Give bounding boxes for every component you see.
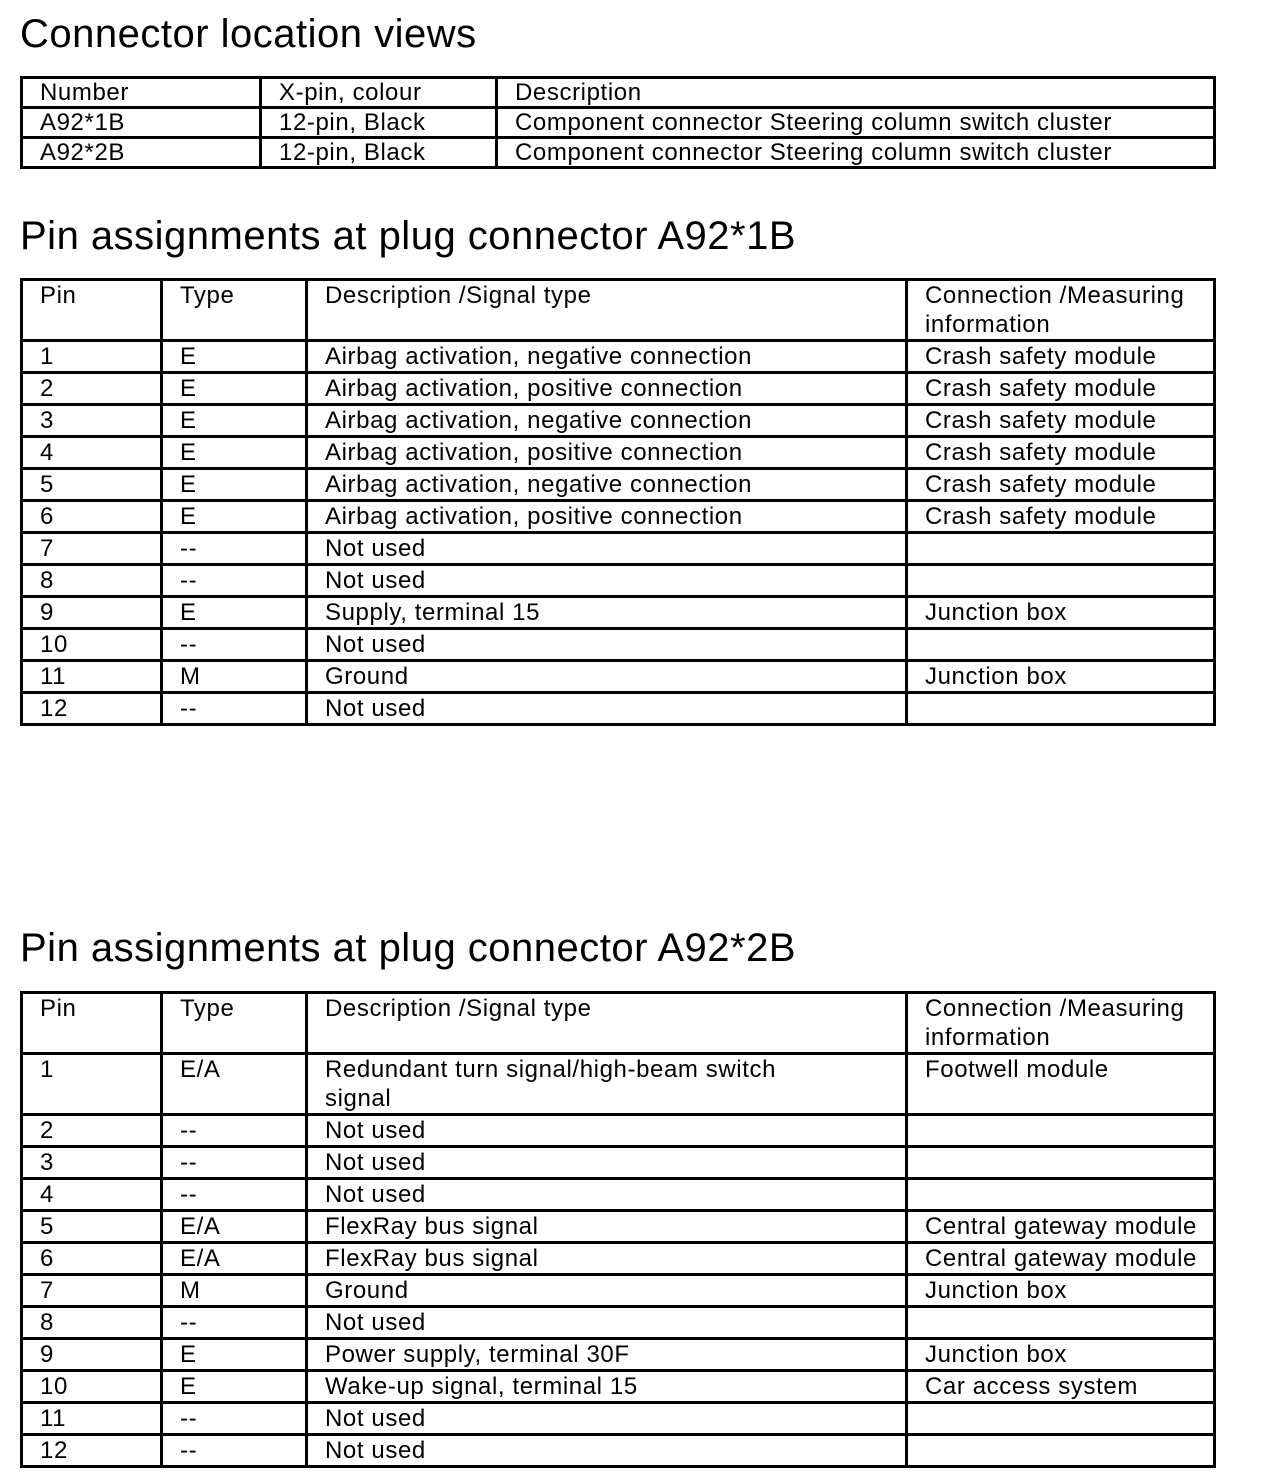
table-cell: [907, 565, 1215, 597]
column-header: Description /Signal type: [307, 993, 907, 1054]
table-cell: 2: [22, 1115, 162, 1147]
table-cell: 4: [22, 1179, 162, 1211]
table-row: [22, 108, 1215, 138]
table-row: [22, 1115, 1215, 1147]
header-row: [22, 280, 1215, 341]
table-cell: Not used: [307, 1147, 907, 1179]
table-row: [22, 437, 1215, 469]
table-cell: Crash safety module: [907, 469, 1215, 501]
table-cell: E: [162, 437, 307, 469]
table-row: [22, 1307, 1215, 1339]
table-cell: E: [162, 405, 307, 437]
table-cell: 5: [22, 469, 162, 501]
table-cell: Not used: [307, 1307, 907, 1339]
table-cell: Footwell module: [907, 1054, 1215, 1115]
table-row: [22, 1179, 1215, 1211]
table-cell: Not used: [307, 565, 907, 597]
connector-views-body: [22, 78, 1215, 168]
table-cell: E: [162, 469, 307, 501]
table-row: [22, 1243, 1215, 1275]
table-cell: 10: [22, 629, 162, 661]
table-cell: Wake-up signal, terminal 15: [307, 1371, 907, 1403]
table-cell: E: [162, 373, 307, 405]
table-cell: Crash safety module: [907, 341, 1215, 373]
table-row: [22, 1275, 1215, 1307]
table-cell: --: [162, 1115, 307, 1147]
connector-views-title: Connector location views: [20, 12, 477, 56]
table-cell: [907, 629, 1215, 661]
a92-1b-body: [22, 280, 1215, 725]
table-cell: --: [162, 1403, 307, 1435]
table-cell: Ground: [307, 661, 907, 693]
table-cell: 2: [22, 373, 162, 405]
table-cell: FlexRay bus signal: [307, 1243, 907, 1275]
table-row: [22, 661, 1215, 693]
table-cell: 3: [22, 1147, 162, 1179]
table-cell: Crash safety module: [907, 437, 1215, 469]
table-cell: 6: [22, 501, 162, 533]
table-cell: E/A: [162, 1211, 307, 1243]
a92-2b-title: Pin assignments at plug connector A92*2B: [20, 926, 797, 970]
column-header: Type: [162, 993, 307, 1054]
table-row: [22, 373, 1215, 405]
table-row: [22, 1435, 1215, 1467]
table-cell: --: [162, 1435, 307, 1467]
table-row: [22, 1339, 1215, 1371]
table-row: [22, 693, 1215, 725]
table-cell: Junction box: [907, 1275, 1215, 1307]
column-header: Description: [497, 78, 1215, 108]
table-cell: Component connector Steering column switch cluster: [497, 108, 1215, 138]
table-row: [22, 1403, 1215, 1435]
table-cell: Supply, terminal 15: [307, 597, 907, 629]
table-cell: --: [162, 693, 307, 725]
table-cell: Car access system: [907, 1371, 1215, 1403]
table-cell: 1: [22, 341, 162, 373]
table-cell: 12: [22, 693, 162, 725]
table-cell: --: [162, 629, 307, 661]
table-cell: Not used: [307, 1115, 907, 1147]
table-cell: FlexRay bus signal: [307, 1211, 907, 1243]
table-cell: [907, 1403, 1215, 1435]
table-cell: Central gateway module: [907, 1211, 1215, 1243]
table-cell: E/A: [162, 1054, 307, 1115]
table-row: [22, 138, 1215, 168]
table-cell: Junction box: [907, 661, 1215, 693]
table-cell: A92*1B: [22, 108, 261, 138]
table-row: [22, 1054, 1215, 1115]
table-cell: E: [162, 341, 307, 373]
a92-1b-title: Pin assignments at plug connector A92*1B: [20, 214, 797, 258]
table-cell: 4: [22, 437, 162, 469]
a92-2b-pin-table: [20, 991, 1216, 1468]
table-cell: Crash safety module: [907, 373, 1215, 405]
header-row: [22, 78, 1215, 108]
table-cell: Airbag activation, positive connection: [307, 501, 907, 533]
table-cell: --: [162, 1147, 307, 1179]
table-cell: M: [162, 1275, 307, 1307]
table-cell: Power supply, terminal 30F: [307, 1339, 907, 1371]
table-cell: [907, 1435, 1215, 1467]
table-cell: Not used: [307, 629, 907, 661]
table-cell: 11: [22, 1403, 162, 1435]
column-header: Description /Signal type: [307, 280, 907, 341]
column-header: Type: [162, 280, 307, 341]
table-cell: Junction box: [907, 597, 1215, 629]
table-cell: Crash safety module: [907, 501, 1215, 533]
table-row: [22, 1211, 1215, 1243]
table-cell: Not used: [307, 533, 907, 565]
column-header: Pin: [22, 280, 162, 341]
table-row: [22, 629, 1215, 661]
table-cell: Component connector Steering column switch cluster: [497, 138, 1215, 168]
table-cell: E/A: [162, 1243, 307, 1275]
table-cell: 7: [22, 1275, 162, 1307]
table-cell: Central gateway module: [907, 1243, 1215, 1275]
table-cell: [907, 1179, 1215, 1211]
a92-2b-body: [22, 993, 1215, 1467]
table-cell: --: [162, 1179, 307, 1211]
table-cell: Ground: [307, 1275, 907, 1307]
table-cell: Redundant turn signal/high-beam switch signal: [307, 1054, 907, 1115]
table-row: [22, 565, 1215, 597]
table-cell: [907, 1115, 1215, 1147]
table-cell: Not used: [307, 1403, 907, 1435]
table-cell: 8: [22, 1307, 162, 1339]
table-cell: A92*2B: [22, 138, 261, 168]
table-cell: Crash safety module: [907, 405, 1215, 437]
column-header: Connection /Measuring information: [907, 993, 1215, 1054]
table-cell: 5: [22, 1211, 162, 1243]
a92-1b-pin-table: [20, 278, 1216, 726]
column-header: Number: [22, 78, 261, 108]
column-header: X-pin, colour: [261, 78, 497, 108]
table-cell: 8: [22, 565, 162, 597]
table-cell: --: [162, 533, 307, 565]
table-cell: [907, 693, 1215, 725]
table-cell: 12-pin, Black: [261, 138, 497, 168]
table-cell: 3: [22, 405, 162, 437]
table-row: [22, 501, 1215, 533]
table-cell: 9: [22, 597, 162, 629]
table-cell: Not used: [307, 1179, 907, 1211]
table-cell: [907, 1147, 1215, 1179]
table-row: [22, 405, 1215, 437]
table-row: [22, 597, 1215, 629]
table-cell: Airbag activation, negative connection: [307, 469, 907, 501]
table-row: [22, 1147, 1215, 1179]
table-cell: Not used: [307, 1435, 907, 1467]
table-cell: E: [162, 1371, 307, 1403]
table-cell: [907, 533, 1215, 565]
connector-views-table: [20, 76, 1216, 169]
table-cell: E: [162, 597, 307, 629]
table-cell: Not used: [307, 693, 907, 725]
header-row: [22, 993, 1215, 1054]
table-cell: 6: [22, 1243, 162, 1275]
table-cell: 12: [22, 1435, 162, 1467]
table-cell: 9: [22, 1339, 162, 1371]
table-cell: E: [162, 501, 307, 533]
table-cell: 7: [22, 533, 162, 565]
column-header: Pin: [22, 993, 162, 1054]
table-cell: Junction box: [907, 1339, 1215, 1371]
table-cell: M: [162, 661, 307, 693]
table-row: [22, 1371, 1215, 1403]
table-cell: Airbag activation, positive connection: [307, 373, 907, 405]
column-header: Connection /Measuring information: [907, 280, 1215, 341]
table-row: [22, 341, 1215, 373]
table-cell: --: [162, 565, 307, 597]
table-row: [22, 533, 1215, 565]
table-cell: 12-pin, Black: [261, 108, 497, 138]
table-cell: 10: [22, 1371, 162, 1403]
table-cell: --: [162, 1307, 307, 1339]
table-cell: E: [162, 1339, 307, 1371]
table-cell: Airbag activation, positive connection: [307, 437, 907, 469]
table-cell: 1: [22, 1054, 162, 1115]
table-cell: [907, 1307, 1215, 1339]
table-cell: 11: [22, 661, 162, 693]
table-cell: Airbag activation, negative connection: [307, 341, 907, 373]
table-row: [22, 469, 1215, 501]
table-cell: Airbag activation, negative connection: [307, 405, 907, 437]
